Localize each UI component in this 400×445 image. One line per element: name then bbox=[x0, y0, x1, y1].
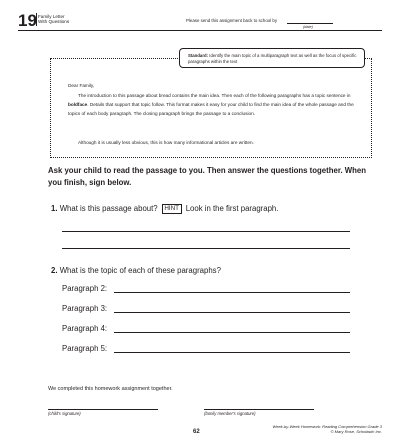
paragraph-5-label: Paragraph 5: bbox=[62, 344, 108, 353]
paragraph-2-label: Paragraph 2: bbox=[62, 284, 108, 293]
letter-greeting: Dear Family, bbox=[68, 83, 95, 88]
page-number: 19 bbox=[18, 11, 37, 30]
standard-text: Identify the main topic of a multiparagraph text as well as the focus of specific paragraphs within the text bbox=[188, 53, 357, 64]
credit-line-2: © Mary Rose, Scholastic Inc. bbox=[330, 428, 382, 434]
instructions: Ask your child to read the passage to you. Then answer the questions together. When you finish, sign below. bbox=[48, 166, 366, 187]
standard-callout bbox=[179, 48, 365, 68]
page-title-line1: Family Letter bbox=[38, 14, 65, 19]
paragraph-5-answer-line[interactable] bbox=[114, 352, 350, 353]
answer-line-2[interactable] bbox=[62, 248, 350, 249]
letter-p1-bold: boldface bbox=[68, 101, 88, 107]
question-1 bbox=[51, 204, 278, 214]
question-2 bbox=[51, 266, 221, 275]
paragraph-2-answer-line[interactable] bbox=[114, 292, 350, 293]
question-2-number: 2. bbox=[51, 266, 58, 275]
date-label: (date) bbox=[303, 24, 313, 29]
letter-paragraph-2: Although it is usually less obvious, this is how many informational articles are written. bbox=[78, 139, 254, 145]
send-back-instruction: Please send this assignment back to school by bbox=[186, 18, 278, 23]
paragraph-4-answer-line[interactable] bbox=[114, 332, 350, 333]
due-date-field[interactable] bbox=[287, 23, 333, 24]
letter-paragraph-1 bbox=[68, 91, 362, 119]
page-title bbox=[38, 14, 69, 25]
hint-text: Look in the first paragraph. bbox=[185, 204, 279, 213]
hint-badge: HINT bbox=[162, 204, 182, 214]
question-1-text: What is this passage about? bbox=[59, 204, 158, 213]
page-title-line2: With Questions bbox=[38, 19, 70, 25]
letter-p1-start: The introduction to this passage about bread contains the main idea. Then each of the following paragraphs has a topic sentence in bbox=[78, 92, 351, 98]
child-signature-line[interactable] bbox=[48, 409, 158, 410]
paragraph-3-answer-line[interactable] bbox=[114, 312, 350, 313]
child-signature-label: (child's signature) bbox=[48, 411, 81, 416]
paragraph-4-label: Paragraph 4: bbox=[62, 324, 108, 333]
credit-line-1: Week-by-Week Homework: Reading Comprehension Grade 3 bbox=[272, 424, 382, 429]
footer-page-number: 62 bbox=[193, 429, 200, 435]
header-divider bbox=[36, 13, 37, 26]
question-2-text: What is the topic of each of these paragraphs? bbox=[59, 266, 221, 275]
header-rule bbox=[18, 30, 382, 31]
family-signature-line[interactable] bbox=[204, 409, 314, 410]
completion-statement: We completed this homework assignment together. bbox=[48, 386, 173, 392]
family-signature-label: (family member's signature) bbox=[204, 411, 256, 416]
paragraph-3-label: Paragraph 3: bbox=[62, 304, 108, 313]
footer-credit bbox=[270, 425, 382, 435]
question-1-number: 1. bbox=[51, 204, 58, 213]
letter-p1-end: . Details that support that topic follow. This format makes it easy for your child to find the main idea of the whole passage and the topics of each body paragraph. The closing paragraph brings the passage to a conclusion. bbox=[68, 101, 354, 117]
answer-line-1[interactable] bbox=[62, 231, 350, 232]
standard-label: Standard: bbox=[188, 53, 209, 58]
